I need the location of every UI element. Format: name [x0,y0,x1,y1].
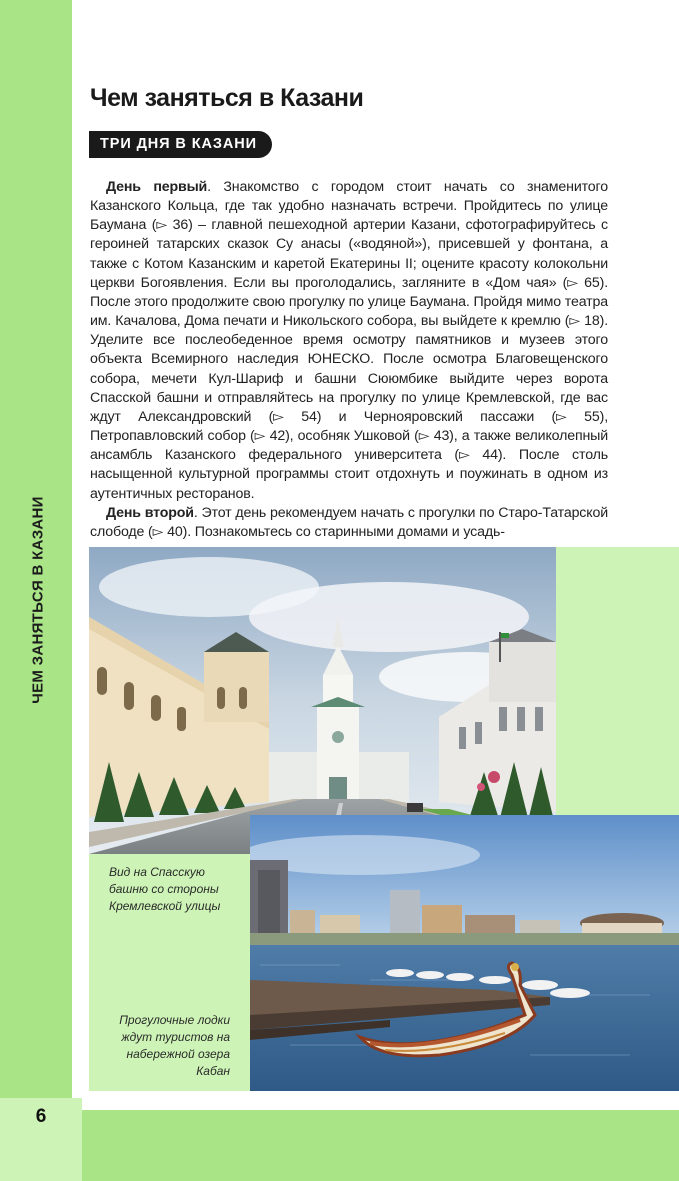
paragraph-lead: День второй [106,504,194,521]
page-number: 6 [35,1106,47,1127]
paragraph-day-two [90,504,608,542]
caption-lake-kaban: Прогулочные лодки ждут туристов на набережной озера Кабан [119,1013,230,1078]
page-title: Чем заняться в Казани [90,84,364,112]
caption-kremlin-street: Вид на Спасскую башню со стороны Кремлевской улицы [109,865,221,913]
bottom-green-band [82,1110,679,1181]
decor-green-panel [556,547,679,815]
body-text [90,178,608,542]
paragraph-day-one [90,178,608,504]
side-chapter-label: ЧЕМ ЗАНЯТЬСЯ В КАЗАНИ [29,496,47,704]
paragraph-lead: День первый [106,179,208,195]
photo-kremlin-street [89,547,556,854]
photo-lake-kaban [250,815,679,1091]
paragraph-text: . Этот день рекомендуем начать с прогулки по Старо-Татарской слободе (▻ 40). Познакомьтесь со старинными домами и усадь- [90,504,608,540]
section-label-pill: ТРИ ДНЯ В КАЗАНИ [89,131,272,158]
paragraph-text: . Знакомство с городом стоит начать со знаменитого Казанского Кольца, где так удобно назначать встречи. Пройдитесь по улице Баумана (▻ 36) – главной пешеходной артерии Казани, сфотографируйтесь с героиней татарских сказок Су анасы («водяной»), присевшей у фонтана, а также с Котом Казанским и каретой Екатерины II; оцените красоту колокольни церкви Богоявления. Если вы проголодались, загляните в «Дом чая» (▻ 65). После этого продолжите свою прогулку по улице Баумана. Пройдя мимо театра им. Качалова, Дома печати и Никольского собора, вы выйдете к кремлю (▻ 18). Уделите все послеобеденное время осмотру памятников и музеев этого объекта Всемирного наследия ЮНЕСКО. После осмотра Благовещенского собора, мечети Кул-Шариф и башни Сююмбике выйдите через ворота Спасской башни и отправляйтесь на прогулку по улице Кремлевской, где вас ждут Александровский (▻ 54) и Чернояровский пассажи (▻ 55), Петропавловский собор (▻ 42), особняк Ушковой (▻ 43), а также великолепный ансамбль Казанского федерального университета (▻ 44). После столь насыщенной культурной программы стоит отдохнуть и поужинать в одном из аутентичных ресторанов. [90,179,608,502]
